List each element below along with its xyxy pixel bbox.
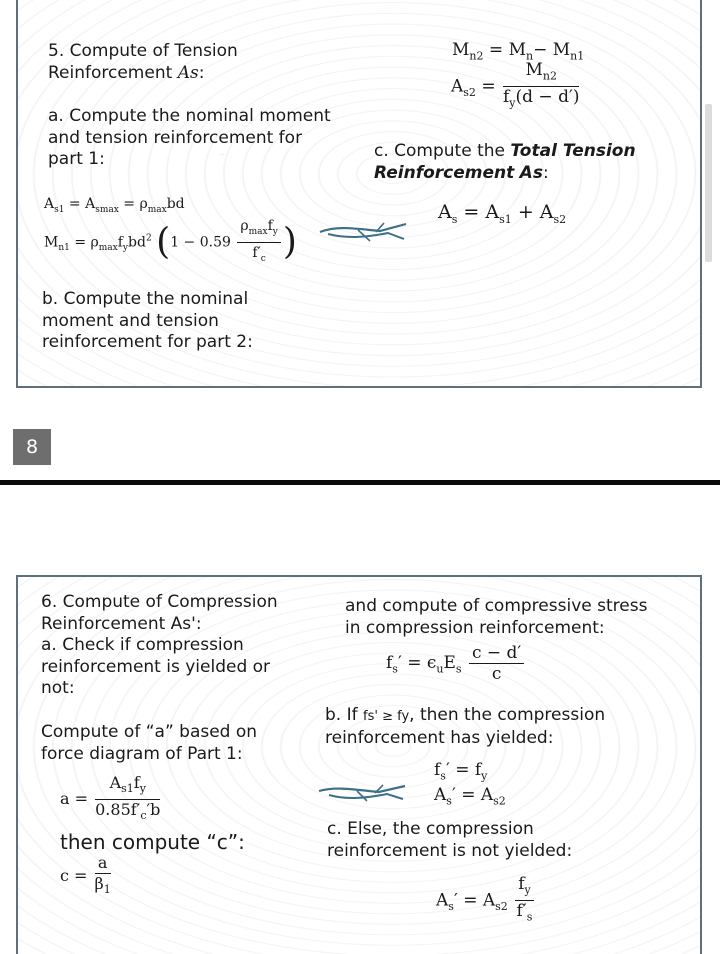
part-a-line3: part 1: (48, 149, 105, 169)
slide2-part-c (327, 819, 572, 862)
yield-condition: fs' ≥ fy (363, 709, 410, 724)
slide1-part-a (48, 106, 331, 171)
part-b-line3: reinforcement for part 2: (42, 332, 253, 352)
slide2-heading (41, 592, 278, 635)
stress-intro-line1: and compute of compressive stress (345, 596, 648, 616)
equation-a: a = $\frac{A_{s1}f_y}{0.85f'_c'b}$ (60, 773, 161, 823)
part-a-line2: and tension reinforcement for (48, 127, 303, 148)
slide1-part-b (42, 289, 253, 354)
heading-line2-text: Reinforcement (48, 62, 178, 83)
part-a-line2: reinforcement is yielded or (41, 656, 271, 677)
slide1-part-c (374, 141, 636, 184)
part-c-line2 (374, 163, 636, 185)
equation-as-total: $A_s = A_{s1} + A_{s2}$ (438, 201, 567, 226)
as-variable: As (177, 62, 199, 83)
equation-c: c = $\frac{a}{\beta_1}$ (60, 853, 111, 897)
part-b-line2: reinforcement has yielded: (325, 727, 554, 748)
equation-mn1: $M_{n1} = \rho_{max}f_ybd^2$ (1 − 0.59 $\frac{\rho_{max}f_y}{f'_c}$ ) (44, 218, 297, 264)
slide-compression-reinforcement (16, 575, 702, 954)
part-b-prefix: b. If (325, 705, 364, 725)
slide-tension-reinforcement (16, 0, 702, 388)
then-compute-c: then compute “c”: (60, 830, 245, 854)
heading-line2: Reinforcement As': (41, 613, 202, 634)
part-c-line2: reinforcement is not yielded: (327, 840, 573, 861)
total-tension-text: Total Tension (510, 141, 636, 161)
slide1-heading (48, 41, 238, 84)
heading-line1: 5. Compute of Tension (48, 41, 238, 61)
equation-as2: $A_{s2}$ = $\frac{M_{n2}}{f_y(d - d')}$ (451, 60, 580, 110)
equation-mn2: $M_{n2} = M_n- M_{n1}$ (452, 40, 585, 63)
part-b-line2: moment and tension (42, 310, 219, 331)
slide2-part-a (41, 635, 270, 700)
equation-fs-yield: $f_s' = f_y$ (434, 760, 488, 783)
scrollbar[interactable] (705, 104, 712, 262)
part-b-line1: b. Compute the nominal (42, 289, 249, 309)
slide2-stress-intro (345, 596, 647, 639)
part-a-line1: a. Check if compression (41, 635, 244, 655)
part-b-suffix: , then the compression (409, 705, 606, 725)
part-c-line1: c. Else, the compression (327, 819, 534, 839)
reinforcement-text: Reinforcement (374, 162, 515, 183)
part-c-line1 (374, 141, 636, 163)
part-b-line1 (325, 705, 605, 728)
part-a-line3: not: (41, 678, 75, 698)
as-variable: As (519, 162, 543, 183)
equation-fs: $f_s' = \epsilon_uE_s$ $\frac{c - d'}{c}$ (386, 643, 526, 684)
equation-as1: $A_{s1} = A_{smax} = \rho_{max}bd$ (44, 196, 185, 215)
heading-line1: 6. Compute of Compression (41, 592, 278, 612)
part-c-prefix: c. Compute the (374, 141, 511, 161)
compute-a-line1: Compute of “a” based on (41, 722, 258, 742)
heading-line2 (48, 63, 238, 85)
equation-as-prime-yield: $A_s' = A_{s2}$ (434, 785, 506, 808)
part-a-line1: a. Compute the nominal moment (48, 106, 331, 126)
colon: : (542, 162, 549, 183)
bird-sketch-icon (318, 221, 408, 243)
slide2-part-b (325, 705, 605, 749)
bird-sketch-icon (317, 782, 407, 804)
stress-intro-line2: in compression reinforcement: (345, 617, 605, 638)
equation-as-prime-not: $A_s' = A_{s2}$ $\frac{f_y}{f'_s}$ (436, 874, 533, 924)
slide2-compute-a (41, 722, 257, 765)
page-divider (0, 480, 720, 485)
page-number-badge: 8 (13, 429, 51, 465)
compute-a-line2: force diagram of Part 1: (41, 743, 243, 764)
colon: : (198, 62, 205, 83)
